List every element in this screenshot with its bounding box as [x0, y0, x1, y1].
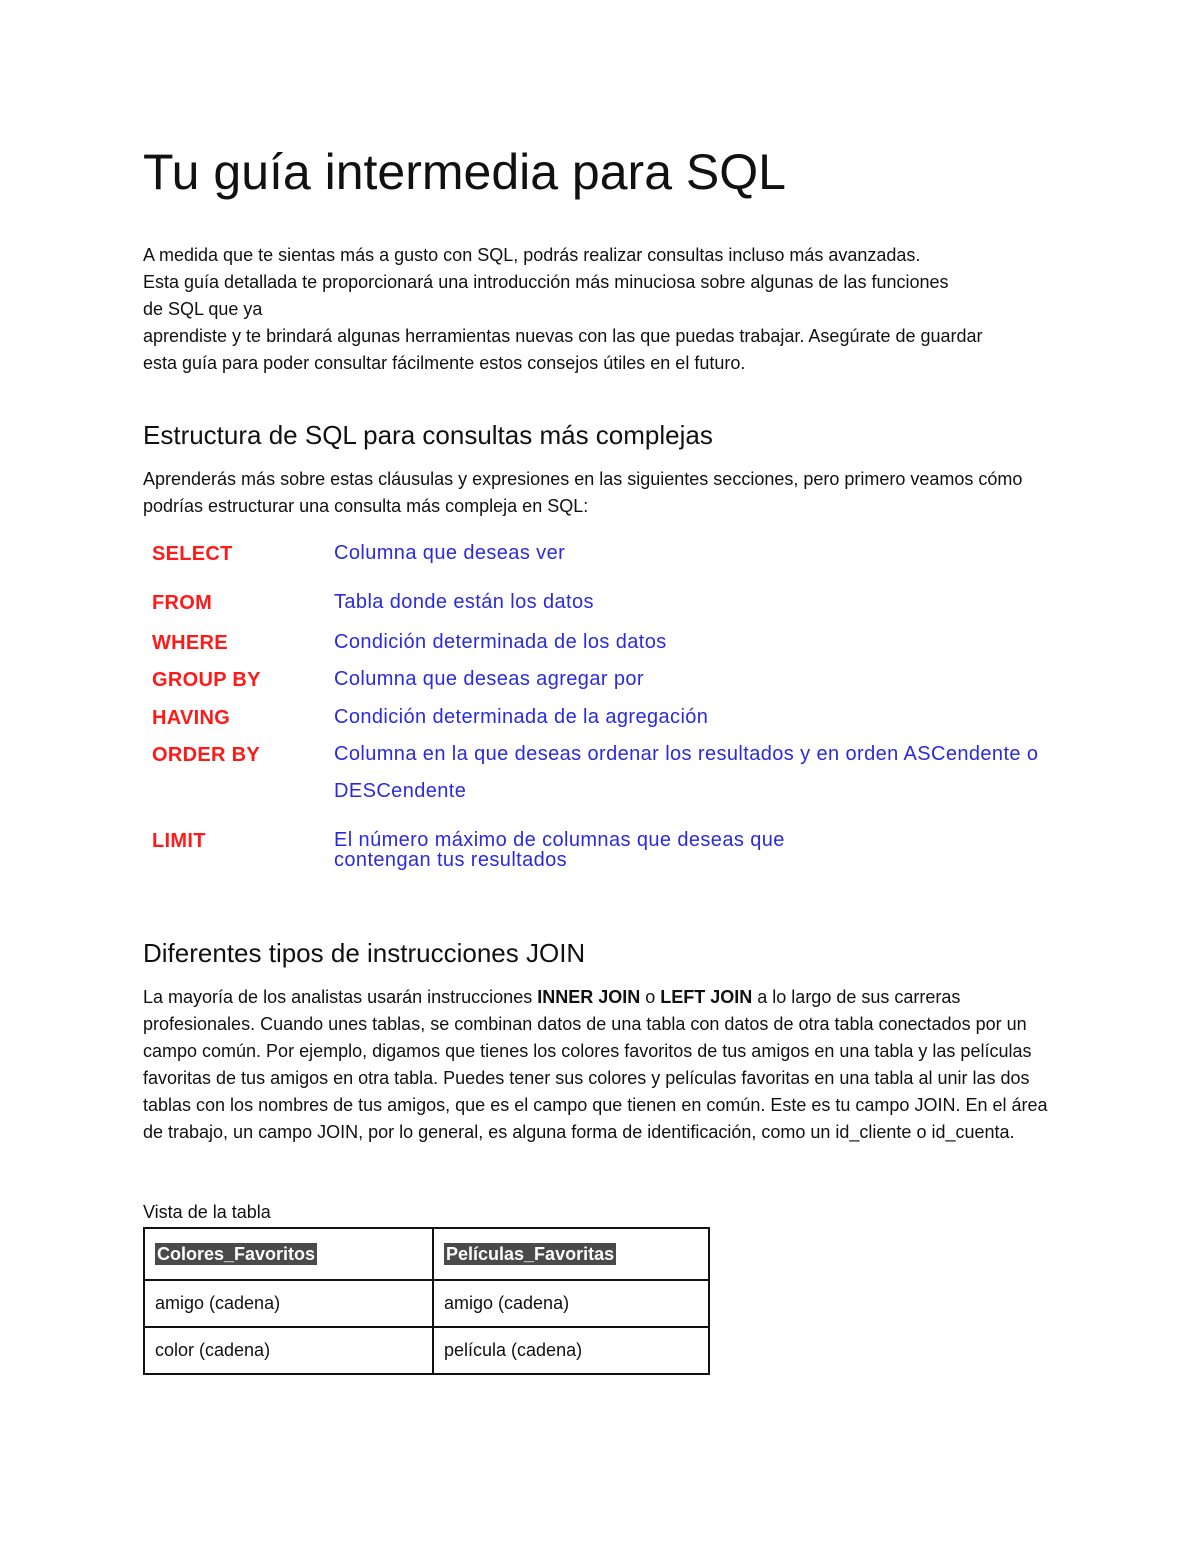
header-label: Colores_Favoritos	[157, 1243, 316, 1264]
inner-join-term: INNER JOIN	[537, 987, 641, 1007]
intro-paragraph	[143, 242, 1083, 377]
clause-keyword: WHERE	[152, 632, 228, 654]
table-caption: Vista de la tabla	[143, 1202, 271, 1222]
page-title: Tu guía intermedia para SQL	[143, 144, 786, 200]
clause-keyword: HAVING	[152, 707, 231, 729]
intro-line: Esta guía detallada te proporcionará una introducción más minuciosa sobre algunas de las funciones	[143, 272, 949, 292]
clause-keyword: LIMIT	[152, 830, 206, 852]
clause-keyword: ORDER BY	[152, 744, 260, 766]
intro-line: de SQL que ya	[143, 299, 263, 319]
clause-keyword: GROUP BY	[152, 669, 261, 691]
join-text: o	[640, 987, 661, 1007]
structure-paragraph: Aprenderás más sobre estas cláusulas y expresiones en las siguientes secciones, pero primero veamos cómo podrías estructurar una consulta más compleja en SQL:	[143, 469, 1023, 516]
table-row	[144, 1327, 709, 1374]
clause-description: Columna que deseas ver	[334, 542, 566, 564]
table-cell: color (cadena)	[144, 1327, 433, 1374]
structure-heading: Estructura de SQL para consultas más complejas	[143, 420, 713, 450]
intro-line: A medida que te sientas más a gusto con SQL, podrás realizar consultas incluso más avanzadas.	[143, 245, 921, 265]
intro-line: aprendiste y te brindará algunas herramientas nuevas con las que puedas trabajar. Asegúrate de guardar	[143, 326, 983, 346]
join-text: La mayoría de los analistas usarán instrucciones	[143, 987, 538, 1007]
clause-keyword: FROM	[152, 592, 213, 614]
join-heading: Diferentes tipos de instrucciones JOIN	[143, 938, 586, 968]
left-join-term: LEFT JOIN	[660, 987, 753, 1007]
clause-description: Condición determinada de los datos	[334, 631, 667, 653]
join-paragraph	[143, 984, 1063, 1146]
clause-description: Tabla donde están los datos	[334, 591, 594, 613]
table-view	[143, 1227, 710, 1375]
clause-description: Columna en la que deseas ordenar los resultados y en orden ASCendente o DESCendente	[334, 743, 1039, 802]
header-label: Películas_Favoritas	[446, 1243, 615, 1264]
clause-keyword: SELECT	[152, 543, 233, 565]
join-text: a lo largo de sus carreras profesionales. Cuando unes tablas, se combinan datos de una tabla con datos de otra tabla conectados por un campo común. Por ejemplo, digamos que tienes los colores favoritos de tus amigos en una tabla y las películas favoritas de tus amigos en otra tabla. Puedes tener sus colores y películas favoritas en una tabla al unir las dos tablas con los nombres de tus amigos, que es el campo que tienen en común. Este es tu campo JOIN. En el área de trabajo, un campo JOIN, por lo general, es alguna forma de identificación, como un id_cliente o id_cuenta.	[143, 987, 1048, 1142]
table-cell: amigo (cadena)	[144, 1280, 433, 1327]
clause-description: Columna que deseas agregar por	[334, 668, 644, 690]
clause-description: Condición determinada de la agregación	[334, 706, 709, 728]
table-cell: amigo (cadena)	[433, 1280, 709, 1327]
table-cell: película (cadena)	[433, 1327, 709, 1374]
table-header-cell	[144, 1228, 433, 1280]
table-header-cell	[433, 1228, 709, 1280]
table-row	[144, 1280, 709, 1327]
table-header-row	[144, 1228, 709, 1280]
intro-line: esta guía para poder consultar fácilmente estos consejos útiles en el futuro.	[143, 353, 746, 373]
clause-description: El número máximo de columnas que deseas que contengan tus resultados	[334, 829, 785, 871]
